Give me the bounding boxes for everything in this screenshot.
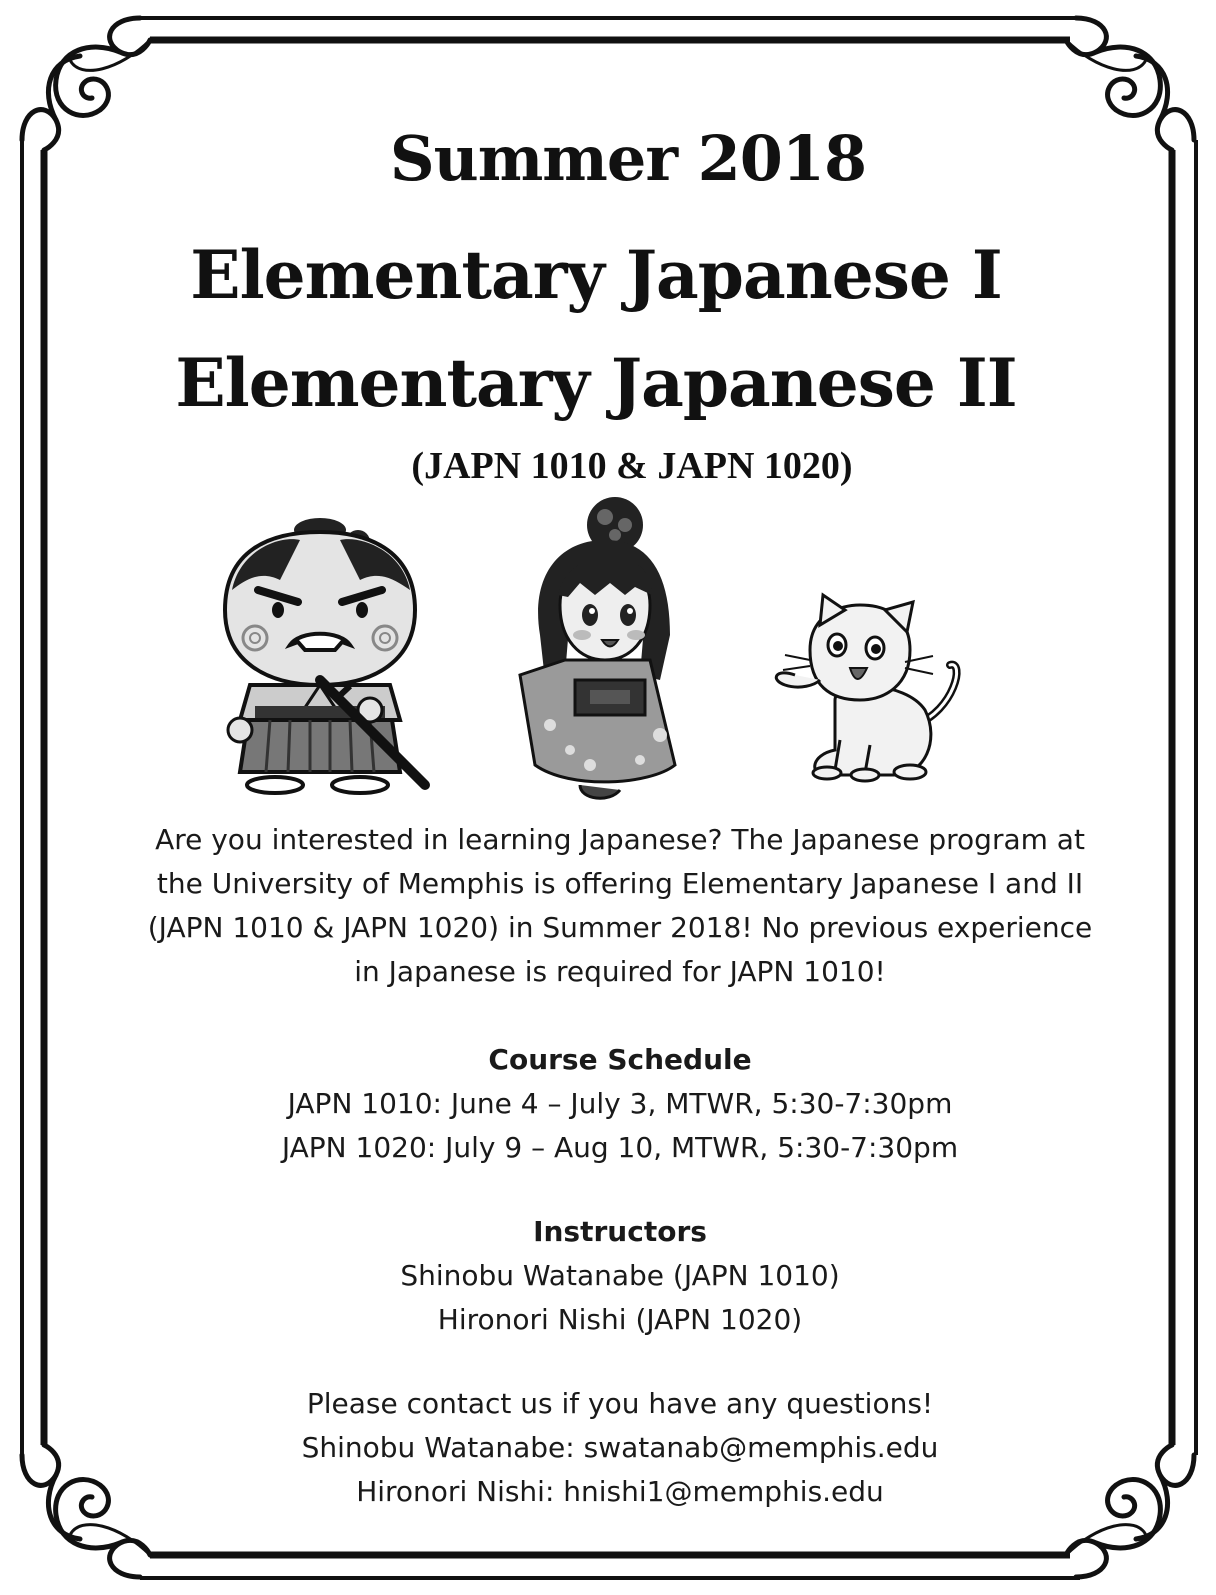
contact-prompt: Please contact us if you have any questions! [306, 1387, 934, 1420]
intro-line: the University of Memphis is offering Elementary Japanese I and II [156, 867, 1084, 900]
instructor-item: Hironori Nishi (JAPN 1020) [437, 1303, 803, 1336]
contact-section [120, 1382, 1120, 1514]
title-season: Summer 2018 [389, 122, 867, 195]
course-schedule-section [120, 1038, 1120, 1170]
contact-email-item: Hironori Nishi: hnishi1@memphis.edu [356, 1475, 884, 1508]
title-course-1: Elementary Japanese I [190, 236, 1002, 314]
intro-line: Are you interested in learning Japanese? The Japanese program at [155, 823, 1085, 856]
kimono-girl-illustration [510, 495, 700, 805]
instructors-heading: Instructors [533, 1215, 707, 1248]
instructor-item: Shinobu Watanabe (JAPN 1010) [400, 1259, 840, 1292]
instructors-section [120, 1210, 1120, 1342]
title-course-codes: (JAPN 1010 & JAPN 1020) [411, 445, 853, 487]
contact-email-item: Shinobu Watanabe: swatanab@memphis.edu [301, 1431, 939, 1464]
beckoning-cat-illustration [765, 590, 975, 785]
intro-line: in Japanese is required for JAPN 1010! [354, 955, 886, 988]
schedule-item: JAPN 1020: July 9 – Aug 10, MTWR, 5:30-7:30pm [281, 1131, 959, 1164]
intro-line: (JAPN 1010 & JAPN 1020) in Summer 2018! No previous experience [147, 911, 1093, 944]
course-schedule-heading: Course Schedule [488, 1043, 752, 1076]
samurai-illustration [210, 510, 440, 800]
schedule-item: JAPN 1010: June 4 – July 3, MTWR, 5:30-7:30pm [287, 1087, 953, 1120]
intro-paragraph [120, 818, 1120, 994]
title-course-2: Elementary Japanese II [175, 344, 1017, 422]
